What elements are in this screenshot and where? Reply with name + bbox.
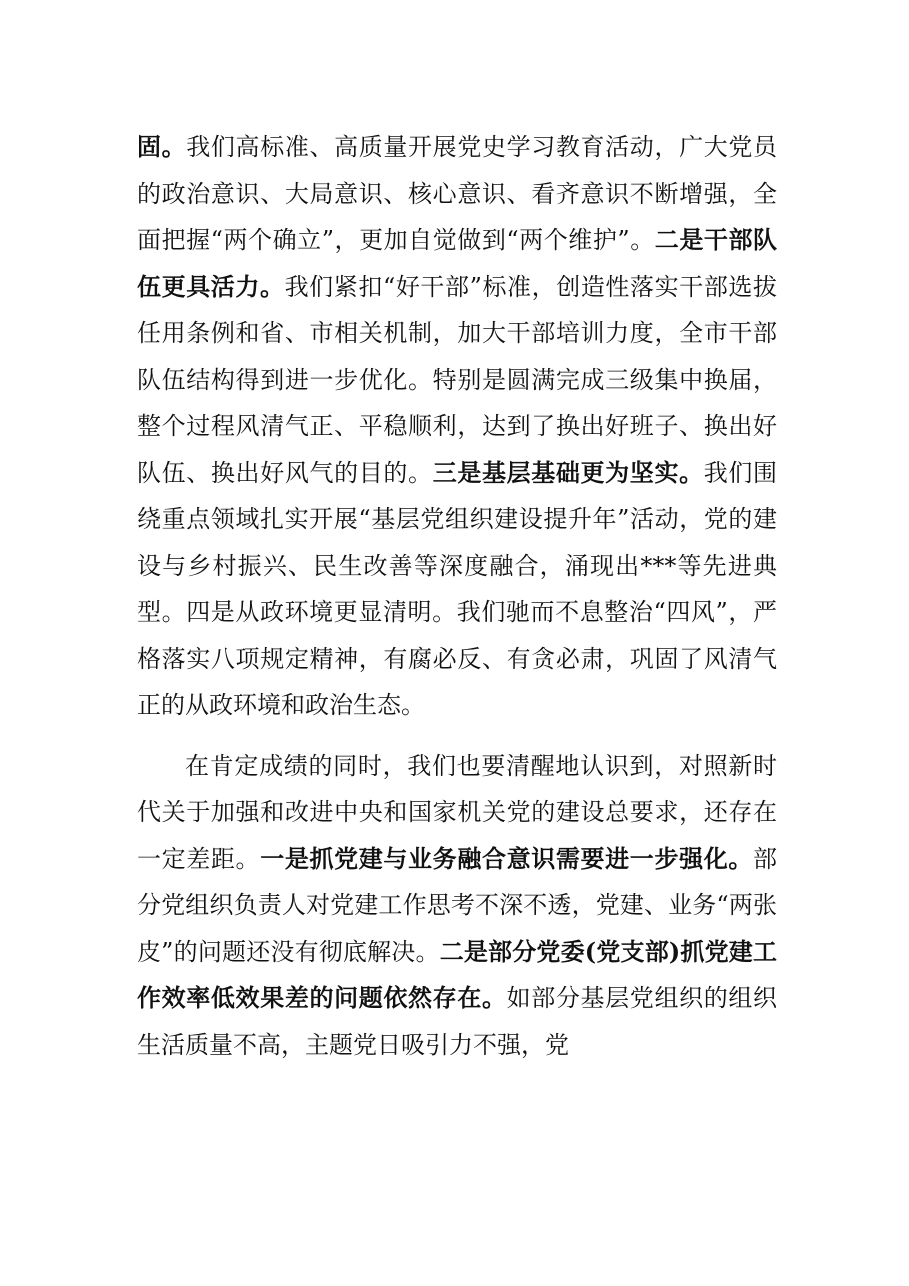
bold-heading-grassroots: 三是基层基础更为坚实。 bbox=[432, 457, 704, 487]
body-text: 部分党组织负责人对党建工作思考不深不透，党建、业务“两张皮”的问题还没有彻底解决。 bbox=[137, 844, 778, 966]
bold-heading-cadre-team: 二是干部队伍更具活力。 bbox=[137, 225, 778, 301]
bold-heading-integration: 一是抓党建与业务融合意识需要进一步强化。 bbox=[260, 843, 754, 873]
body-text: 在肯定成绩的同时，我们也要清醒地认识到，对照新时代关于加强和改进中央和国家机关党的建设总要求，还存在一定差距。 bbox=[137, 751, 777, 873]
body-text: 如部分基层党组织的组织生活质量不高，主题党日吸引力不强，党 bbox=[137, 984, 778, 1059]
body-text: 我们高标准、高质量开展党史学习教育活动，广大党员的政治意识、大局意识、核心意识、看齐意识不断增强，全面把握“两个确立”，更加自觉做到“两个维护”。 bbox=[137, 133, 777, 254]
bold-text: 固。 bbox=[137, 132, 187, 161]
paragraph-achievements bbox=[137, 124, 777, 729]
paragraph-shortcomings bbox=[137, 743, 777, 1069]
paragraph-gap bbox=[137, 729, 777, 743]
body-text: 我们紧扣“好干部”标准，创造性落实干部选拔任用条例和省、市相关机制，加大干部培训力度，全市干部队伍结构得到进一步优化。特别是圆满完成三级集中换届，整个过程风清气正、平稳顺利，达到了换出好班子、换出好队伍、换出好风气的目的。 bbox=[137, 272, 778, 487]
document-body bbox=[137, 124, 777, 1068]
body-text: 我们围绕重点领域扎实开展“基层党组织建设提升年”活动，党的建设与乡村振兴、民生改善等深度融合，涌现出***等先进典型。四是从政环境更显清明。我们驰而不息整治“四风”，严格落实八项规定精神，有腐必反、有贪必肃，巩固了风清气正的从政环境和政治生态。 bbox=[137, 458, 778, 719]
bold-heading-efficiency: 二是部分党委(党支部)抓党建工作效率低效果差的问题依然存在。 bbox=[137, 936, 777, 1012]
